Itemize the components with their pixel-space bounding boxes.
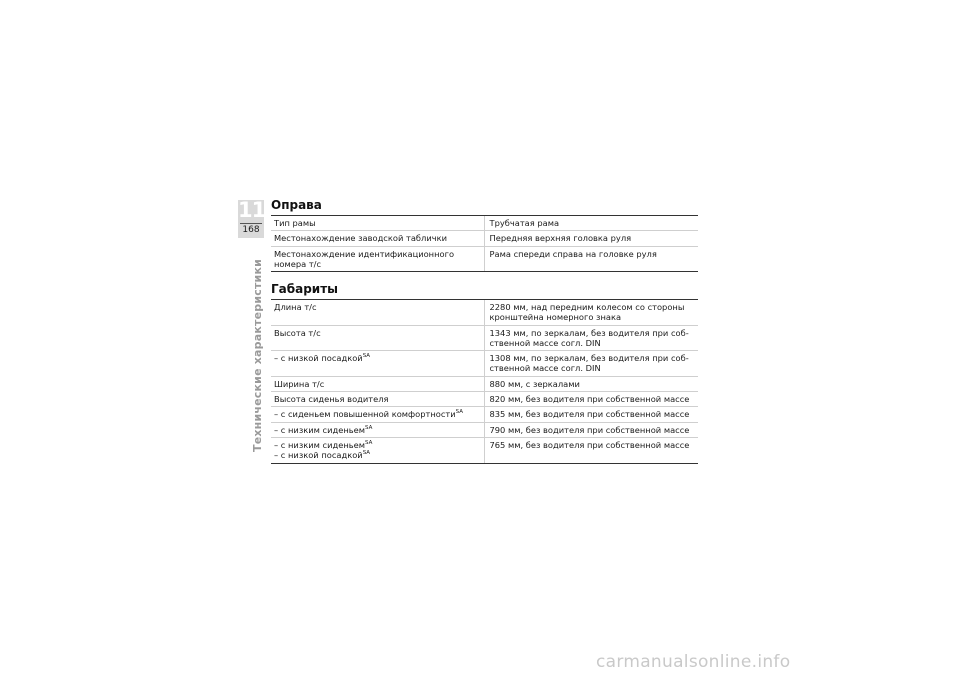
table-row [271,407,698,422]
spec-label: Высота т/с [271,325,484,351]
chapter-divider [240,223,262,224]
table-row [271,392,698,407]
spec-option-label [271,351,484,377]
sa-marker: SA [365,439,373,446]
table-row [271,300,698,326]
spec-value: 790 мм, без водителя при собственной массе [484,422,698,437]
spec-value: Трубчатая рама [484,216,698,231]
dimensions-spec-table [271,299,698,464]
page-number: 168 [242,225,260,235]
dimensions-section-title: Габариты [271,282,339,296]
spec-label: Местонахождение идентификационного номера т/с [271,246,484,272]
spec-label: Ширина т/с [271,376,484,391]
dash: – [274,439,279,450]
chapter-number: 11 [238,198,266,222]
table-row [271,231,698,246]
table-row [271,422,698,437]
dash: – [274,353,279,364]
spec-value: 820 мм, без водителя при собственной массе [484,392,698,407]
spec-value: Рама спереди справа на головке руля [484,246,698,272]
dash: – [274,424,279,435]
spec-label: Длина т/с [271,300,484,326]
option-text: с низкой посадкой [280,353,363,364]
spec-value: 2280 мм, над передним колесом со стороны кронштейна номерного знака [484,300,698,326]
sa-marker: SA [362,353,371,360]
table-row [271,325,698,351]
frame-spec-table [271,215,698,272]
table-row [271,246,698,272]
sa-marker: SA [455,409,463,416]
spec-value: 1308 мм, по зеркалам, без водителя при соб-ственной массе согл. DIN [484,351,698,377]
table-row [271,216,698,231]
spec-value: 1343 мм, по зеркалам, без водителя при соб-ственной массе согл. DIN [484,325,698,351]
spec-label: Местонахождение заводской таблички [271,231,484,246]
watermark: carmanualsonline.info [596,652,791,672]
dash: – [274,450,279,461]
spec-label: Высота сиденья водителя [271,392,484,407]
option-text: с низкой посадкой [280,450,363,461]
spec-label: Тип рамы [271,216,484,231]
spec-option-label [271,437,484,463]
sa-marker: SA [362,450,371,457]
table-row [271,351,698,377]
option-text: с сиденьем повышенной комфортности [280,409,456,420]
option-text: с низким сиденьем [280,439,365,450]
dash: – [274,409,279,420]
spec-option-label [271,407,484,422]
table-row [271,437,698,463]
chapter-side-title: Технические характеристики [251,258,264,452]
sa-marker: SA [365,424,373,431]
spec-option-label [271,422,484,437]
spec-value: 765 мм, без водителя при собственной массе [484,437,698,463]
option-text: с низким сиденьем [280,424,365,435]
spec-value: 835 мм, без водителя при собственной массе [484,407,698,422]
table-row [271,376,698,391]
frame-section-title: Оправа [271,198,322,212]
spec-value: Передняя верхняя головка руля [484,231,698,246]
spec-value: 880 мм, с зеркалами [484,376,698,391]
